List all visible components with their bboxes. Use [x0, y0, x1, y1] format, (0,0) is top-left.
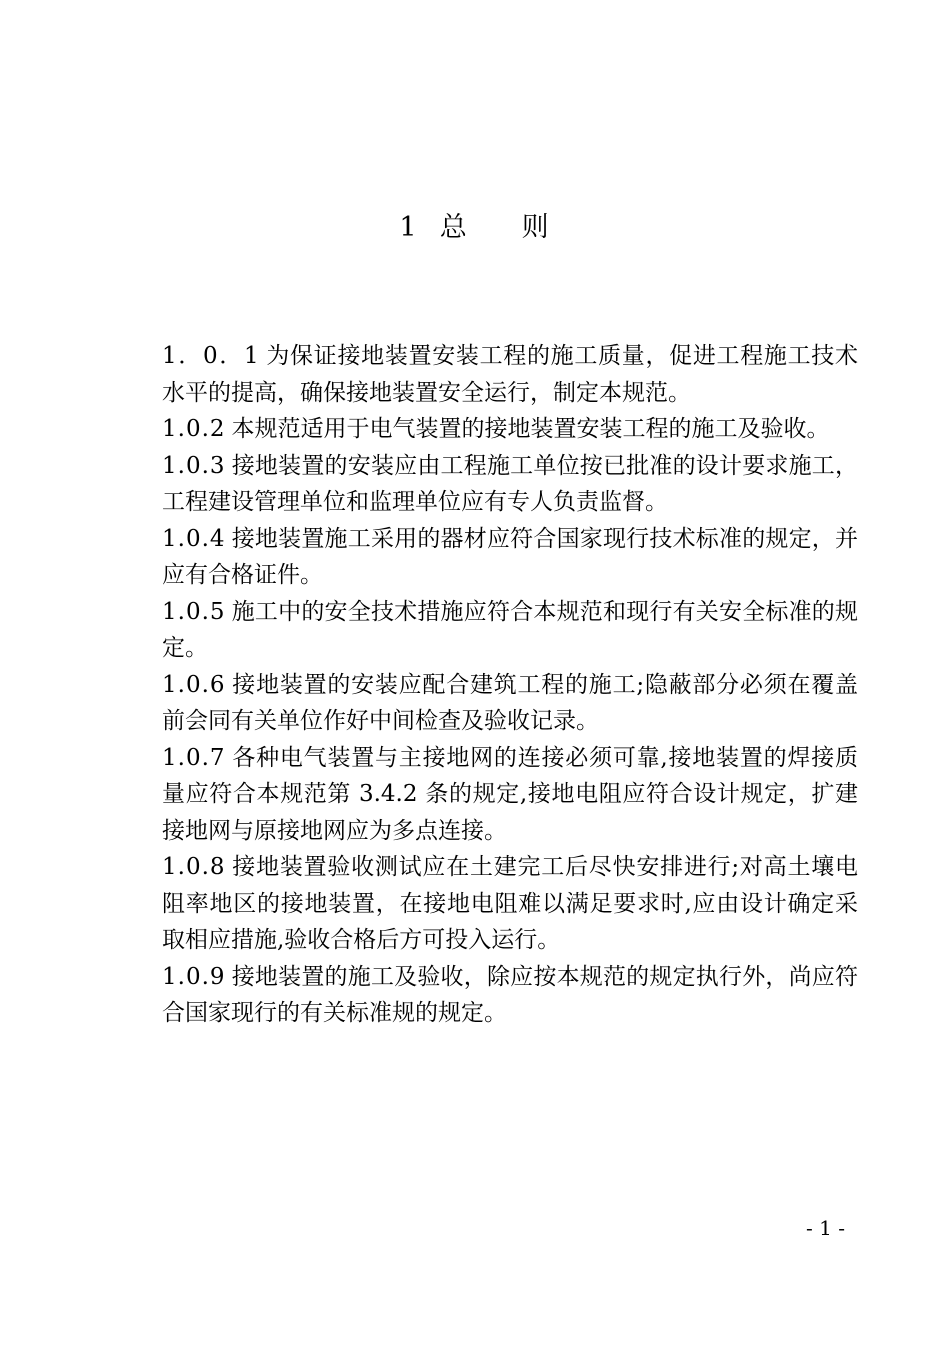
clause-1-0-8 [162, 849, 858, 959]
clause-text: 为保证接地装置安装工程的施工质量，促进工程施工技术水平的提高，确保接地装置安全运行，制定本规范。 [162, 343, 858, 406]
clause-list [162, 338, 858, 1032]
clause-text: 施工中的安全技术措施应符合本规范和现行有关安全标准的规定。 [162, 598, 858, 661]
clause-number: 1.0.5 [162, 598, 226, 625]
clause-1-0-3 [162, 448, 858, 521]
clause-text: 接地装置的施工及验收，除应按本规范的规定执行外，尚应符合国家现行的有关标准规的规定。 [162, 963, 858, 1026]
clause-1-0-2 [162, 411, 858, 448]
clause-1-0-1 [162, 338, 858, 411]
clause-text: 接地装置的安装应由工程施工单位按已批准的设计要求施工，工程建设管理单位和监理单位应有专人负责监督。 [162, 452, 858, 515]
clause-number: 1.0.8 [162, 854, 226, 880]
clause-number: 1．0．1 [162, 343, 260, 369]
clause-number: 1.0.6 [162, 671, 226, 698]
clause-text: 接地装置的安装应配合建筑工程的施工;隐蔽部分必须在覆盖前会同有关单位作好中间检查及验收记录。 [162, 671, 858, 734]
clause-text: 各种电气装置与主接地网的连接必须可靠,接地装置的焊接质量应符合本规范第 3.4.2 条的规定,接地电阻应符合设计规定，扩建接地网与原接地网应为多点连接。 [162, 744, 858, 844]
chapter-title: 1 总 则 [399, 212, 551, 243]
clause-number: 1.0.7 [162, 744, 226, 771]
clause-number: 1.0.4 [162, 525, 226, 552]
clause-1-0-9 [162, 959, 858, 1032]
page-number: - 1 - [806, 1216, 845, 1240]
clause-1-0-5 [162, 594, 858, 667]
clause-number: 1.0.3 [162, 452, 226, 479]
clause-text: 本规范适用于电气装置的接地装置安装工程的施工及验收。 [231, 416, 830, 442]
clause-1-0-7 [162, 740, 858, 850]
clause-text: 接地装置验收测试应在土建完工后尽快安排进行;对高土壤电阻率地区的接地装置，在接地电阻难以满足要求时,应由设计确定采取相应措施,验收合格后方可投入运行。 [162, 854, 858, 953]
clause-1-0-6 [162, 667, 858, 740]
clause-1-0-4 [162, 521, 858, 594]
clause-number: 1.0.2 [162, 416, 226, 442]
clause-number: 1.0.9 [162, 963, 226, 990]
clause-text: 接地装置施工采用的器材应符合国家现行技术标准的规定，并应有合格证件。 [162, 525, 858, 588]
